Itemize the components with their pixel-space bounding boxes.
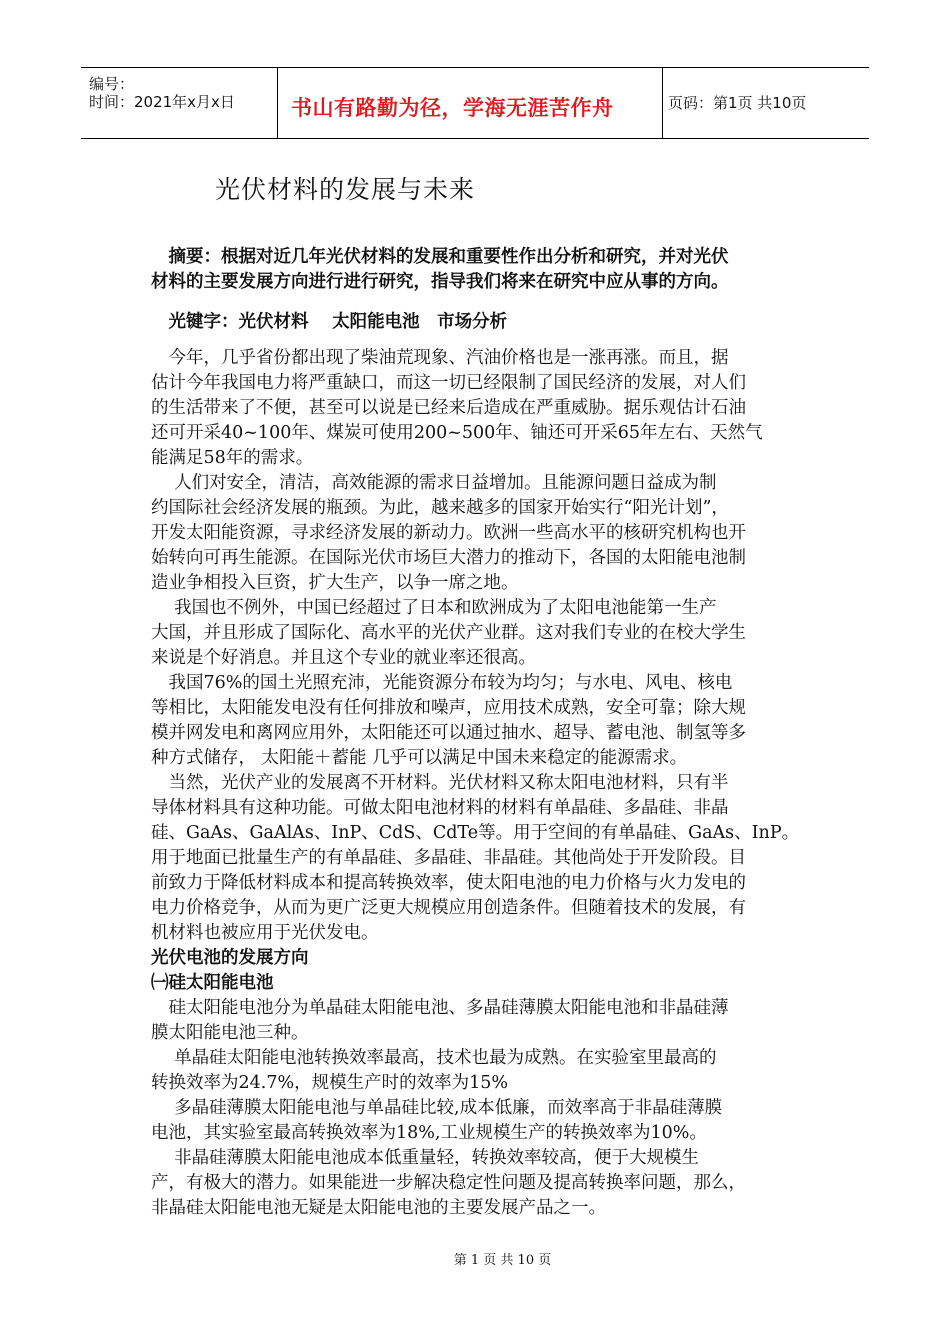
body-line: 估计今年我国电力将严重缺口，而这一切已经限制了国民经济的发展，对人们 (151, 373, 746, 393)
body-line: 约国际社会经济发展的瓶颈。为此，越来越多的国家开始实行“阳光计划”， (151, 498, 729, 518)
section-line: 转换效率为24.7%，规模生产时的效率为15% (151, 1073, 508, 1093)
section-line: 膜太阳能电池三种。 (151, 1023, 309, 1043)
header-table (81, 67, 869, 139)
body-line: 种方式储存， 太阳能＋蓄能 几乎可以满足中国未来稳定的能源需求。 (151, 748, 688, 768)
body-line: 前致力于降低材料成本和提高转换效率，使太阳电池的电力价格与火力发电的 (151, 873, 746, 893)
body-line: 今年，几乎省份都出现了柴油荒现象、汽油价格也是一涨再涨。而且，据 (151, 348, 729, 368)
header-page-info: 页码：第1页 共10页 (668, 94, 807, 112)
section-heading-text: 光伏电池的发展方向 (151, 948, 309, 968)
body-line: 大国，并且形成了国际化、高水平的光伏产业群。这对我们专业的在校大学生 (151, 623, 746, 643)
document-date-label: 时间：2021年x月x日 (89, 93, 235, 111)
body-line: 模并网发电和离网应用外，太阳能还可以通过抽水、超导、蓄电池、制氢等多 (151, 723, 746, 743)
body-line: 能满足58年的需求。 (151, 448, 314, 468)
body-line: 用于地面已批量生产的有单晶硅、多晶硅、非晶硅。其他尚处于开发阶段。目 (151, 848, 746, 868)
document-title: 光伏材料的发展与未来 (215, 175, 476, 204)
header-page-cell (662, 68, 869, 138)
page-footer (0, 1249, 950, 1268)
body-line: 造业争相投入巨资，扩大生产，以争一席之地。 (151, 573, 519, 593)
body-line: 我国76%的国土光照充沛，光能资源分布较为均匀；与水电、风电、核电 (151, 673, 733, 693)
section-line: 非晶硅薄膜太阳能电池成本低重量轻，转换效率较高，便于大规模生 (151, 1148, 700, 1168)
keywords (151, 310, 807, 335)
section-line: 电池，其实验室最高转换效率为18%,工业规模生产的转换效率为10%。 (151, 1123, 707, 1143)
body-line: 我国也不例外，中国已经超过了日本和欧洲成为了太阳电池能第一生产 (151, 598, 717, 618)
section-line: 多晶硅薄膜太阳能电池与单晶硅比较,成本低廉，而效率高于非晶硅薄膜 (151, 1098, 723, 1118)
body-line: 人们对安全，清洁，高效能源的需求日益增加。且能源问题日益成为制 (151, 473, 717, 493)
section-text (151, 996, 807, 1221)
footer-page-number: 第 1 页 共 10 页 (453, 1253, 552, 1268)
body-line: 硅、GaAs、GaAlAs、InP、CdS、CdTe等。用于空间的有单晶硅、GaAs、InP。 (151, 823, 800, 843)
keywords-line: 光键字：光伏材料 太阳能电池 市场分析 (151, 312, 508, 332)
section-line: 单晶硅太阳能电池转换效率最高，技术也最为成熟。在实验室里最高的 (151, 1048, 717, 1068)
subsection-heading (151, 971, 807, 996)
section-heading (151, 946, 807, 971)
section-line: 硅太阳能电池分为单晶硅太阳能电池、多晶硅薄膜太阳能电池和非晶硅薄 (151, 998, 729, 1018)
body-line: 当然，光伏产业的发展离不开材料。光伏材料又称太阳电池材料，只有半 (151, 773, 729, 793)
body-line: 的生活带来了不便，甚至可以说是已经来后造成在严重威胁。据乐观估计石油 (151, 398, 746, 418)
body-line: 始转向可再生能源。在国际光伏市场巨大潜力的推动下，各国的太阳能电池制 (151, 548, 746, 568)
abstract-line: 材料的主要发展方向进行进行研究，指导我们将来在研究中应从事的方向。 (151, 272, 729, 292)
header-motto-cell (277, 68, 663, 138)
document-number-label: 编号： (89, 75, 135, 93)
body-text (151, 346, 807, 946)
body-line: 还可开采40~100年、煤炭可使用200~500年、铀还可开采65年左右、天然气 (151, 423, 763, 443)
subsection-heading-text: ㈠硅太阳能电池 (151, 973, 274, 993)
header-meta-cell (81, 68, 278, 138)
body-line: 导体材料具有这种功能。可做太阳电池材料的材料有单晶硅、多晶硅、非晶 (151, 798, 729, 818)
abstract (151, 245, 807, 295)
section-line: 产，有极大的潜力。如果能进一步解决稳定性问题及提高转换率问题，那么， (151, 1173, 746, 1193)
body-line: 机材料也被应用于光伏发电。 (151, 923, 379, 943)
abstract-line: 摘要：根据对近几年光伏材料的发展和重要性作出分析和研究，并对光伏 (151, 247, 729, 267)
header-motto: 书山有路勤为径，学海无涯苦作舟 (291, 96, 614, 120)
body-line: 来说是个好消息。并且这个专业的就业率还很高。 (151, 648, 536, 668)
body-line: 电力价格竞争，从而为更广泛更大规模应用创造条件。但随着技术的发展，有 (151, 898, 746, 918)
body-line: 开发太阳能资源，寻求经济发展的新动力。欧洲一些高水平的核研究机构也开 (151, 523, 746, 543)
section-line: 非晶硅太阳能电池无疑是太阳能电池的主要发展产品之一。 (151, 1198, 606, 1218)
body-line: 等相比，太阳能发电没有任何排放和噪声，应用技术成熟，安全可靠；除大规 (151, 698, 746, 718)
